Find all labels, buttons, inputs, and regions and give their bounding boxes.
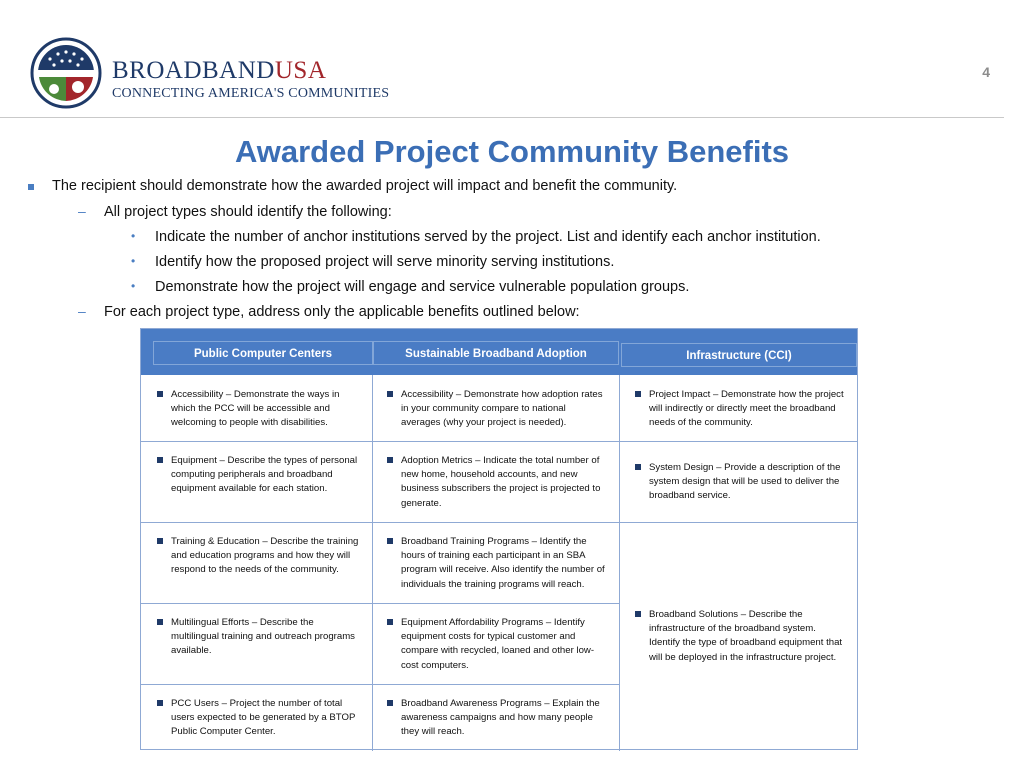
bullet-text: For each project type, address only the applicable benefits outlined below: xyxy=(104,304,580,320)
bullet-level1 xyxy=(52,178,677,194)
table-header-cci: Infrastructure (CCI) xyxy=(621,343,857,367)
cell-line: business subscribers the project is projected to xyxy=(401,483,601,495)
dash-bullet-icon: – xyxy=(78,203,86,219)
cell-line: Public Computer Center. xyxy=(171,726,276,738)
row-divider xyxy=(141,603,619,604)
square-bullet-icon xyxy=(387,619,393,625)
table-cell-cci xyxy=(649,461,840,504)
column-divider xyxy=(372,375,373,751)
square-bullet-icon xyxy=(157,538,163,544)
dash-bullet-icon: – xyxy=(78,303,86,319)
table-cell-pcc xyxy=(171,535,358,578)
table-cell-pcc xyxy=(171,388,340,431)
table-header-sba: Sustainable Broadband Adoption xyxy=(373,341,619,365)
square-bullet-icon xyxy=(635,391,641,397)
table-cell-pcc xyxy=(171,616,355,659)
table-cell-sba xyxy=(401,616,594,673)
cell-line: Broadband Training Programs – Identify the xyxy=(401,536,587,547)
table-cell-cci xyxy=(649,608,842,665)
dot-bullet-icon: • xyxy=(131,229,136,243)
cell-line: equipment available for each station. xyxy=(171,483,328,495)
cell-line: Equipment Affordability Programs – Identify xyxy=(401,617,585,628)
bullet-level3 xyxy=(131,254,615,270)
cell-line: individuals the training programs will reach. xyxy=(401,578,585,590)
table-header-pcc: Public Computer Centers xyxy=(153,341,373,365)
bullet-text: The recipient should demonstrate how the awarded project will impact and benefit the community. xyxy=(52,178,678,194)
cell-line: Accessibility – Demonstrate the ways in xyxy=(171,389,340,400)
square-bullet-icon xyxy=(387,538,393,544)
cell-line: Multilingual Efforts – Describe the xyxy=(171,617,314,628)
table-cell-cci xyxy=(649,388,844,431)
cell-line: infrastructure of the broadband system. xyxy=(649,623,816,635)
brand-name xyxy=(112,58,389,83)
table-cell-pcc xyxy=(171,454,357,497)
bullet-level2 xyxy=(78,303,580,320)
header-divider xyxy=(0,117,1004,118)
brand xyxy=(112,58,389,101)
bullet-level2 xyxy=(78,203,392,220)
recovery-logo xyxy=(30,37,102,109)
cell-line: needs of the community. xyxy=(649,417,753,429)
cell-line: in your community compare to national xyxy=(401,403,566,415)
table-cell-pcc xyxy=(171,697,355,740)
square-bullet-icon xyxy=(157,700,163,706)
bullet-text: Indicate the number of anchor institutions served by the project. List and identify each anchor institution. xyxy=(155,229,821,245)
cell-line: Accessibility – Demonstrate how adoption rates xyxy=(401,389,603,400)
row-divider xyxy=(141,441,857,442)
square-bullet-icon xyxy=(635,611,641,617)
dot-bullet-icon: • xyxy=(131,279,136,293)
square-bullet-icon xyxy=(635,464,641,470)
cell-line: Project Impact – Demonstrate how the project xyxy=(649,389,844,400)
cell-line: will be deployed in the infrastructure project. xyxy=(649,651,837,663)
cell-line: respond to the needs of the community. xyxy=(171,564,339,576)
cell-line: program will receive. Also identify the number of xyxy=(401,564,605,576)
square-bullet-icon xyxy=(28,184,34,190)
benefits-table xyxy=(140,328,858,750)
cell-line: Adoption Metrics – Indicate the total number of xyxy=(401,455,600,466)
table-cell-sba xyxy=(401,454,600,511)
row-divider xyxy=(141,522,857,523)
table-cell-sba xyxy=(401,697,600,740)
cell-line: Broadband Awareness Programs – Explain the xyxy=(401,698,600,709)
dot-bullet-icon: • xyxy=(131,254,136,268)
square-bullet-icon xyxy=(387,391,393,397)
cell-line: new home, household accounts, and new xyxy=(401,469,578,481)
square-bullet-icon xyxy=(387,700,393,706)
bullet-text: All project types should identify the following: xyxy=(104,204,392,220)
cell-line: generate. xyxy=(401,497,442,509)
cell-line: they will reach. xyxy=(401,726,465,738)
cell-line: averages (why your project is needed). xyxy=(401,417,567,429)
bullet-text: Identify how the proposed project will serve minority serving institutions. xyxy=(155,254,615,270)
brand-name-part2: USA xyxy=(274,57,327,84)
cell-line: broadband service. xyxy=(649,490,731,502)
square-bullet-icon xyxy=(157,619,163,625)
cell-line: hours of training each participant in an SBA xyxy=(401,550,586,562)
cell-line: System Design – Provide a description of the xyxy=(649,462,841,473)
cell-line: will indirectly or directly meet the broadband xyxy=(649,403,836,415)
square-bullet-icon xyxy=(387,457,393,463)
cell-line: which the PCC will be accessible and xyxy=(171,403,330,415)
page-number: 4 xyxy=(982,64,990,80)
cell-line: awareness campaigns and how many people xyxy=(401,712,593,724)
cell-line: Broadband Solutions – Describe the xyxy=(649,609,803,620)
cell-line: Training & Education – Describe the training xyxy=(171,536,359,547)
table-cell-sba xyxy=(401,388,603,431)
cell-line: Identify the type of broadband equipment that xyxy=(649,637,843,649)
bullet-text: Demonstrate how the project will engage and service vulnerable population groups. xyxy=(155,279,690,295)
cell-line: PCC Users – Project the number of total xyxy=(171,698,343,709)
table-header xyxy=(141,329,857,375)
cell-line: available. xyxy=(171,645,212,657)
brand-name-part1: BROADBAND xyxy=(112,57,275,84)
row-divider xyxy=(141,684,619,685)
table-cell-sba xyxy=(401,535,605,592)
square-bullet-icon xyxy=(157,391,163,397)
cell-line: users expected to be generated by a BTOP xyxy=(171,712,356,724)
column-divider xyxy=(619,375,620,751)
bullet-level3 xyxy=(131,229,821,245)
cell-line: and education programs and how they will xyxy=(171,550,351,562)
cell-line: computing peripherals and broadband xyxy=(171,469,333,481)
bullet-level3 xyxy=(131,279,690,295)
cell-line: system design that will be used to deliver the xyxy=(649,476,840,488)
cell-line: compare with recycled, loaned and other low- xyxy=(401,645,595,657)
slide-title: Awarded Project Community Benefits xyxy=(234,134,790,169)
brand-tagline: CONNECTING AMERICA'S COMMUNITIES xyxy=(112,86,390,101)
cell-line: equipment costs for typical customer and xyxy=(401,631,576,643)
square-bullet-icon xyxy=(157,457,163,463)
cell-line: cost computers. xyxy=(401,659,469,671)
cell-line: welcoming to people with disabilities. xyxy=(171,417,328,429)
cell-line: multilingual training and outreach programs xyxy=(171,631,355,643)
cell-line: Equipment – Describe the types of personal xyxy=(171,455,358,466)
